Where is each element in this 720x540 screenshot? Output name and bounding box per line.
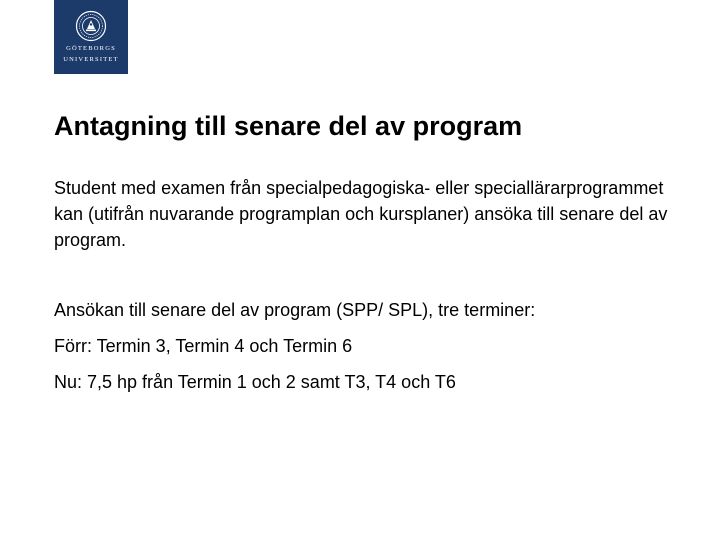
intro-paragraph: Student med examen från specialpedagogiska- eller speciallärarprogrammet kan (utifrån nuvarande programplan och kursplaner) ansöka till senare del av program.: [54, 178, 668, 250]
before-paragraph: Förr: Termin 3, Termin 4 och Termin 6: [54, 336, 353, 356]
slide-title: Antagning till senare del av program: [54, 111, 523, 141]
university-logo: [54, 0, 128, 74]
application-paragraph: Ansökan till senare del av program (SPP/ SPL), tre terminer:: [54, 300, 536, 320]
logo-text-line2: UNIVERSITET: [63, 56, 119, 63]
university-seal-icon: [75, 10, 107, 42]
logo-text-line1: GÖTEBORGS: [66, 45, 116, 52]
now-paragraph: Nu: 7,5 hp från Termin 1 och 2 samt T3, T4 och T6: [54, 372, 456, 392]
